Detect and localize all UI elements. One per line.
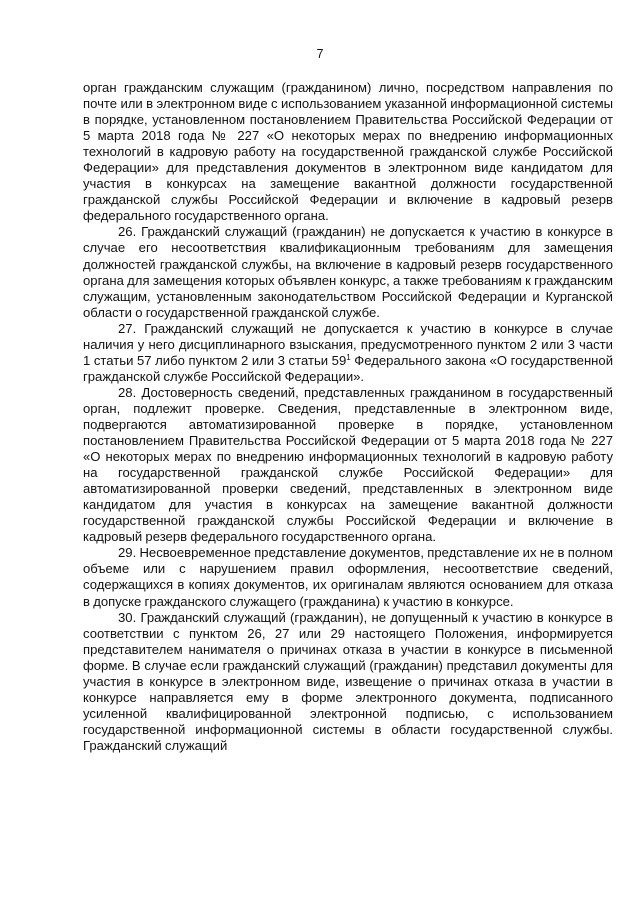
page-number: 7 — [316, 47, 324, 61]
paragraph-27-superscript: 1 — [346, 352, 351, 362]
document-body — [83, 80, 613, 754]
paragraph-continuation: орган гражданским служащим (гражданином) лично, посредством направления по почте или в электронном виде с использованием указанной информационной системы в порядке, установленном постановлением Правительства Российской Федерации от 5 марта 2018 года № 227 «О некоторых мерах по внедрению информационных технологий в кадровую работу на государственной гражданской службе Российской Федерации» для представления документов в электронном виде кандидатом для участия в конкурсах на замещение вакантной должности государственной гражданской службы Российской Федерации и включение в кадровый резерв федерального государственного органа. — [83, 80, 613, 224]
paragraph-27-text-end: Федерального закона «О государственной гражданской службе Российской Федерации». — [83, 352, 614, 384]
paragraph-26: 26. Гражданский служащий (гражданин) не допускается к участию в конкурсе в случае его несоответствия квалификационным требованиям для замещения должностей гражданской службы, на включение в кадровый резерв государственного органа для замещения которых объявлен конкурс, а также требованиям к гражданским служащим, установленным законодательством Российской Федерации и Курганской области о государственной гражданской службе. — [83, 224, 613, 320]
paragraph-27-text: 27. Гражданский служащий не допускается к участию в конкурсе в случае наличия у него дисциплинарного взыскания, предусмотренного пунктом 2 или 3 части 1 статьи 57 либо пунктом 2 или 3 статьи 59 — [83, 320, 613, 368]
paragraph-27 — [83, 321, 613, 385]
paragraph-29: 29. Несвоевременное представление документов, представление их не в полном объеме или с нарушением правил оформления, несоответствие сведений, содержащихся в копиях документов, их оригиналам являются основанием для отказа в допуске гражданского служащего (гражданина) к участию в конкурсе. — [83, 545, 613, 609]
paragraph-28: 28. Достоверность сведений, представленных гражданином в государственный орган, подлежит проверке. Сведения, представленные в электронном виде, подвергаются автоматизированной проверке в порядке, установленном постановлением Правительства Российской Федерации от 5 марта 2018 года № 227 «О некоторых мерах по внедрению информационных технологий в кадровую работу на государственной гражданской службе Российской Федерации» для автоматизированной проверки сведений, представленных в электронном виде кандидатом для участия в конкурсах на замещение вакантной должности государственной гражданской службы Российской Федерации и включение в кадровый резерв федерального государственного органа. — [83, 384, 613, 545]
paragraph-30: 30. Гражданский служащий (гражданин), не допущенный к участию в конкурсе в соответствии с пунктом 26, 27 или 29 настоящего Положения, информируется представителем нанимателя о причинах отказа в участии в конкурсе в письменной форме. В случае если гражданский служащий (гражданин) представил документы для участия в конкурсе в электронном виде, извещение о причинах отказа в участии в конкурсе направляется ему в форме электронного документа, подписанного усиленной квалифицированной электронной подписью, с использованием государственной информационной системы в области государственной службы. Гражданский служащий — [83, 609, 613, 753]
